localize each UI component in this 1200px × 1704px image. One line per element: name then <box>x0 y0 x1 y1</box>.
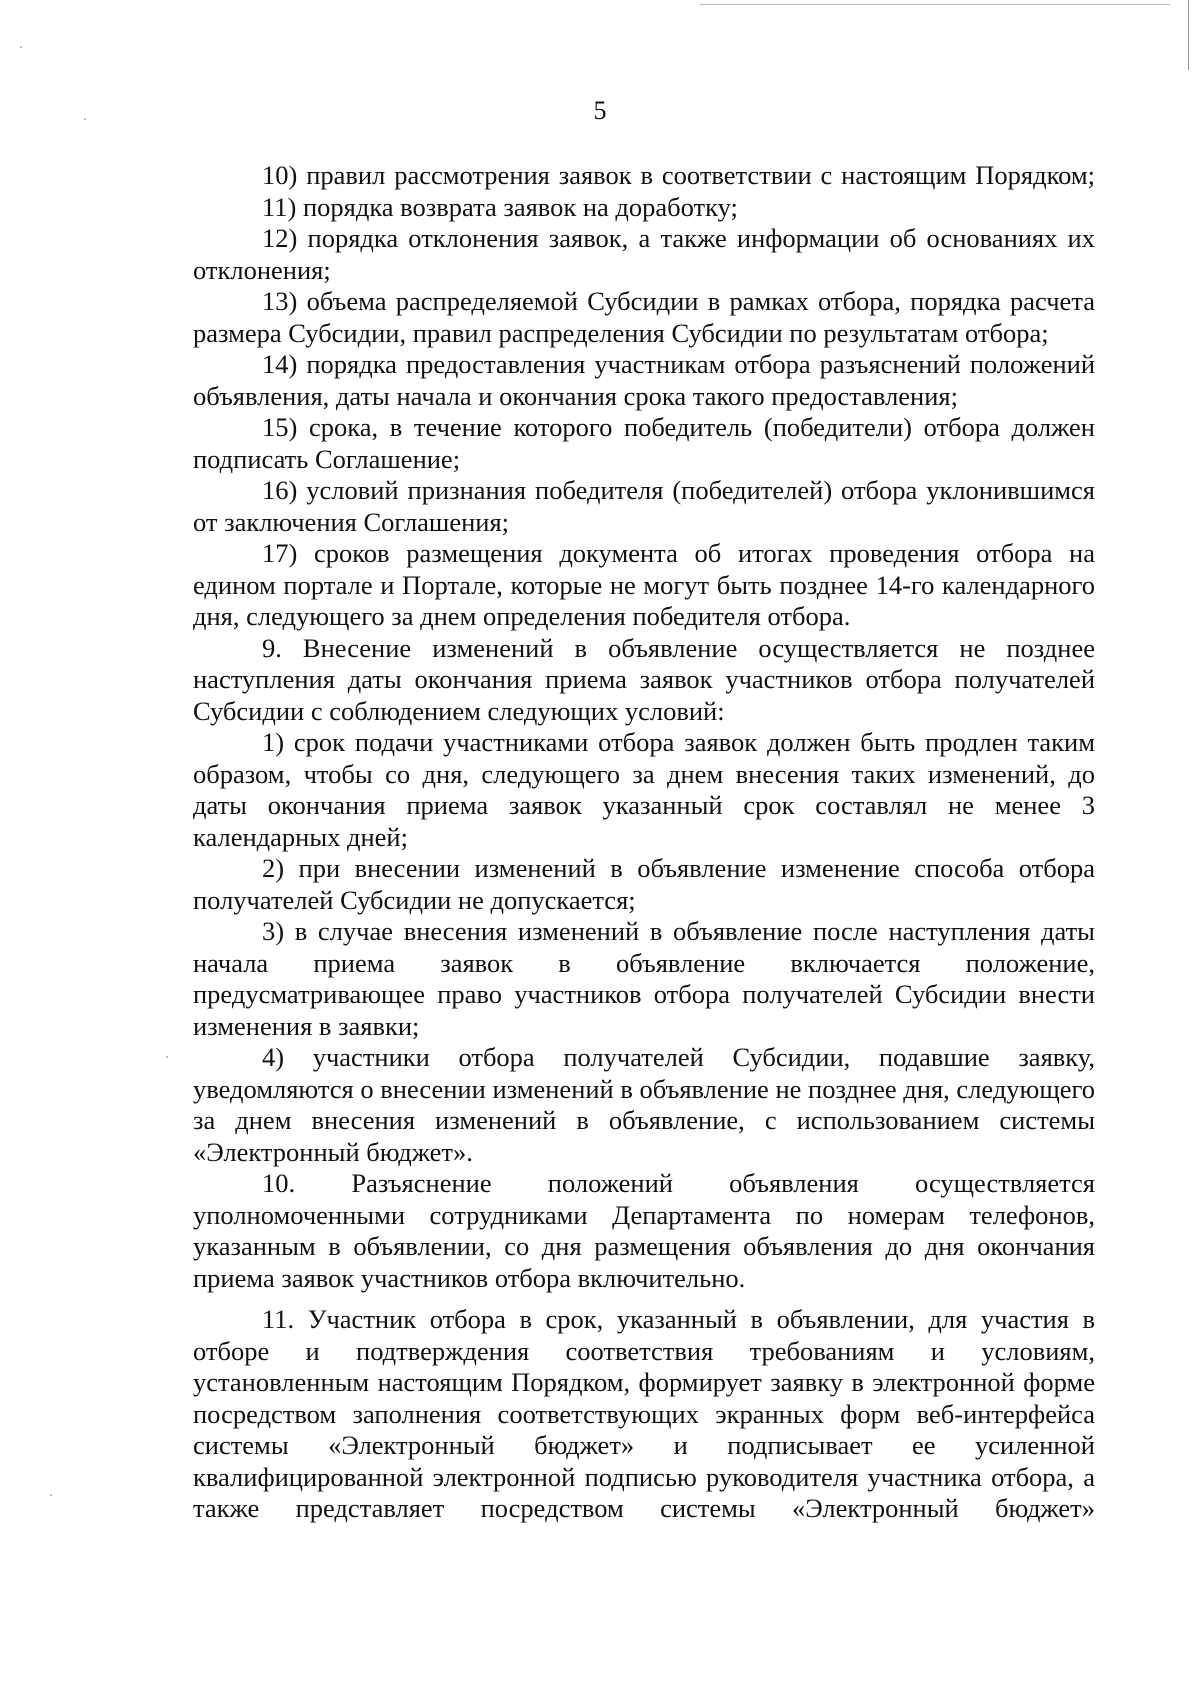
scan-edge-line-right <box>1188 0 1189 70</box>
document-body <box>193 160 1095 1525</box>
paragraph-item-12: 12) порядка отклонения заявок, а также информации об основаниях их отклонения; <box>193 223 1095 285</box>
page-number: 5 <box>593 96 607 125</box>
scan-speck <box>50 1494 52 1496</box>
paragraph-section-9: 9. Внесение изменений в объявление осуществляется не позднее наступления даты окончания приема заявок участников отбора получателей Субсидии с соблюдением следующих условий: <box>193 632 1095 726</box>
paragraph-item-14: 14) порядка предоставления участникам отбора разъяснений положений объявления, даты начала и окончания срока такого предоставления; <box>193 349 1095 411</box>
scan-speck <box>166 1056 168 1058</box>
scan-edge-line-top <box>700 4 1170 5</box>
paragraph-condition-4: 4) участники отбора получателей Субсидии, подавшие заявку, уведомляются о внесении изменений в объявление не позднее дня, следующего за днем внесения изменений в объявление, с использованием системы «Электронный бюджет». <box>193 1042 1095 1167</box>
paragraph-item-10: 10) правил рассмотрения заявок в соответствии с настоящим Порядком; <box>262 160 1095 190</box>
paragraph-section-11: 11. Участник отбора в срок, указанный в объявлении, для участия в отборе и подтверждения соответствия требованиям и условиям, установленным настоящим Порядком, формирует заявку в электронной форме посредством заполнения соответствующих экранных форм веб-интерфейса системы «Электронный бюджет» и подписывает ее усиленной квалифицированной электронной подписью руководителя участника отбора, а также представляет посредством системы «Электронный бюджет» <box>193 1304 1095 1523</box>
paragraph-section-10: 10. Разъяснение положений объявления осуществляется уполномоченными сотрудниками Департамента по номерам телефонов, указанным в объявлении, со дня размещения объявления до дня окончания приема заявок участников отбора включительно. <box>193 1168 1095 1293</box>
paragraph-item-15: 15) срока, в течение которого победитель (победители) отбора должен подписать Соглашение; <box>193 412 1095 474</box>
scan-speck <box>20 46 22 48</box>
paragraph-item-17: 17) сроков размещения документа об итогах проведения отбора на едином портале и Портале, которые не могут быть позднее 14-го календарного дня, следующего за днем определения победителя отбора. <box>193 538 1095 631</box>
paragraph-condition-3: 3) в случае внесения изменений в объявление после наступления даты начала приема заявок в объявление включается положение, предусматривающее право участников отбора получателей Субсидии внести изменения в заявки; <box>193 916 1095 1041</box>
paragraph-item-13: 13) объема распределяемой Субсидии в рамках отбора, порядка расчета размера Субсидии, правил распределения Субсидии по результатам отбора; <box>193 286 1095 348</box>
paragraph-item-16: 16) условий признания победителя (победителей) отбора уклонившимся от заключения Соглашения; <box>193 475 1095 537</box>
paragraph-condition-1: 1) срок подачи участниками отбора заявок должен быть продлен таким образом, чтобы со дня, следующего за днем внесения таких изменений, до даты окончания приема заявок указанный срок составлял не менее 3 календарных дней; <box>193 727 1095 852</box>
paragraph-item-11: 11) порядка возврата заявок на доработку; <box>262 191 738 222</box>
paragraph-condition-2: 2) при внесении изменений в объявление изменение способа отбора получателей Субсидии не допускается; <box>193 853 1095 915</box>
